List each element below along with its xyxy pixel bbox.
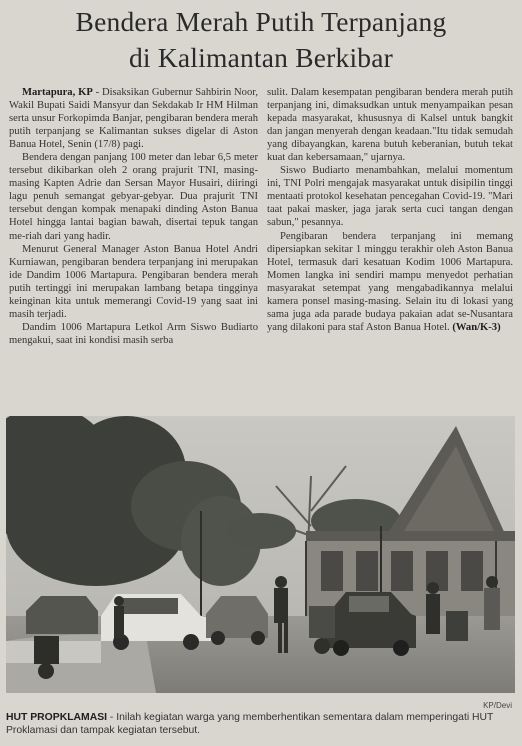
headline: [0, 4, 522, 76]
article-paragraph-3: Menurut General Manager Aston Banua Hotel Andri Kurniawan, pengibaran bendera terpanjang ini merupakan ide Dandim 1006 Martapura. Pengibaran bendera merah putih tertinggi ini merupakan lambang betapa tingginya keinginan kita untuk memerangi Covid-19 yang saat ini masih terjadi.: [9, 243, 258, 320]
caption-title: HUT PROPKLAMASI: [6, 712, 108, 723]
news-photo: [6, 416, 515, 693]
headline-line-2: di Kalimantan Berkibar: [128, 42, 394, 73]
article-paragraph-1: [9, 86, 258, 151]
article-column-left: [9, 86, 258, 347]
article-column-right: [267, 86, 513, 334]
article-paragraph-4: Dandim 1006 Martapura Letkol Arm Siswo Budiarto mengakui, saat ini kondisi masih serba: [9, 321, 258, 346]
photo-credit: KP/Devi: [483, 701, 512, 710]
car-left: [26, 596, 98, 634]
headline-line-1: Bendera Merah Putih Terpanjang: [75, 6, 447, 37]
article-paragraph-7: [267, 230, 513, 334]
byline: (Wan/K-3): [452, 321, 501, 333]
paragraph-text: - Disaksikan Gubernur Sahbirin Noor, Wakil Bupati Saidi Mansyur dan Sekdakab Ir HM Hilman serta unsur Forkopimda Banjar, pengibaran bendera merah putih terpanjang se Kalimantan sukses digelar di Aston Banua Hotel, Senin (17/8) pagi.: [9, 87, 258, 151]
paragraph-text: Pengibaran bendera terpanjang ini memang dipersiapkan sekitar 1 minggu terakhir oleh Aston Banua Hotel, termasuk dari kesatuan Kodim 1006 Martapura. Momen langka ini sendiri mampu menyedot perhatian masyarakat setempat yang mengabadikannya melalui kamera ponsel masing-masing. Selain itu di lokasi yang sama juga ada parade budaya pakaian adat se-Nusantara yang dilakoni para staf Aston Banua Hotel.: [267, 230, 513, 333]
article-paragraph-5: sulit. Dalam kesempatan pengibaran bendera merah putih terpanjang ini, dimaksudkan untuk menyampaikan pesan kepada masyarakat, khususnya di Kalsel untuk bangkit dan jangan menyerah dengan keadaan."Itu tidak semudah yang dibayangkan, karena butuh keberanian, butuh tekat kuat dan kebersamaan," ujarnya.: [267, 87, 513, 164]
grey-car: [206, 596, 268, 645]
caption-text: - Inilah kegiatan warga yang memberhentikan sementara dalam memperingati HUT Proklamasi dan tampak kegiatan tersebut.: [6, 712, 494, 736]
article-paragraph-6: Siswo Budiarto menambahkan, melalui momentum ini, TNI Polri mengajak masyarakat untuk disipilin tinggi mentaati protokol kesehatan pencegahan Covid-19. "Mari taat pakai masker, jaga jarak serta cuci tangan dengan sabun," pesannya.: [267, 165, 513, 229]
article-paragraph-2: Bendera dengan panjang 100 meter dan lebar 6,5 meter tersebut dikibarkan oleh 2 orang prajurit TNI, masing-masing Kapten Adrie dan Sersan Mayor Husairi, diiringi lagu penuh semangat gebyar-gebyar. Dua prajurit TNI tersebut dengan kompak menapaki dinding Aston Banua Hotel hingga lantai bagian bawah, disertai tepuk tangan me-riah dari yang hadir.: [9, 152, 258, 242]
photo-caption: [6, 712, 516, 737]
dateline: Martapura, KP: [22, 87, 93, 98]
